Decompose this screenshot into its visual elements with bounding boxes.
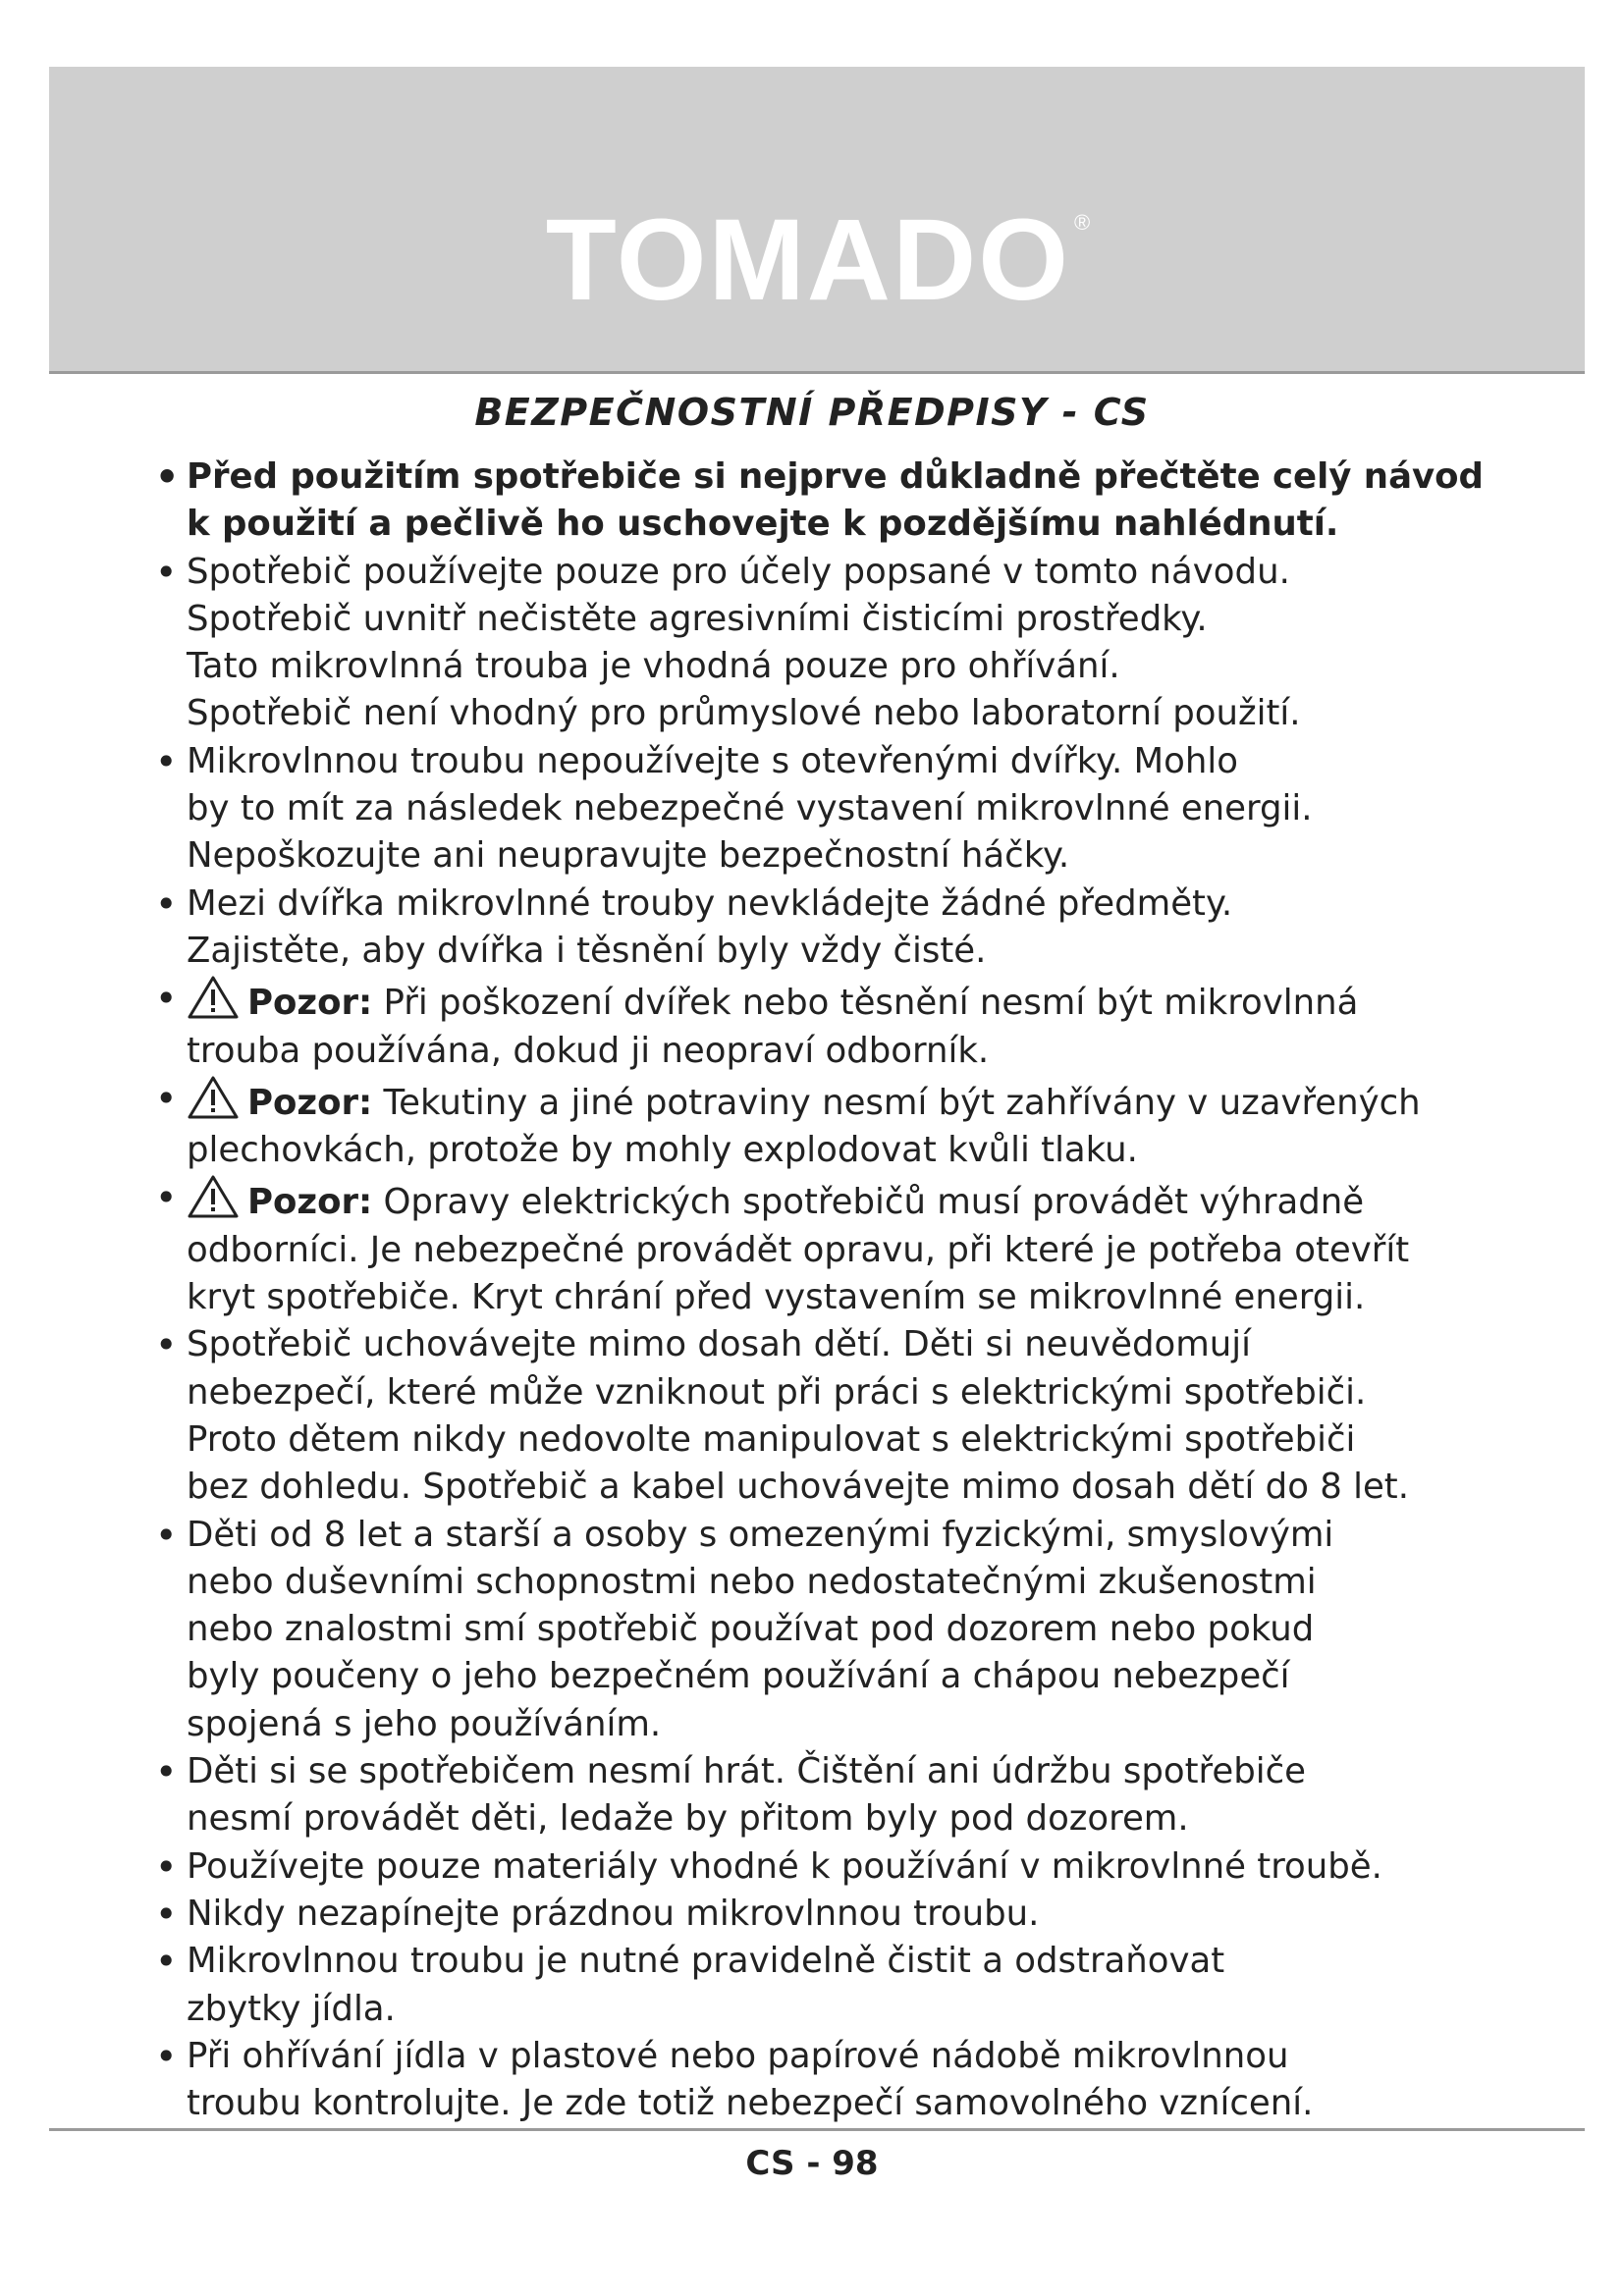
brand-logo	[49, 195, 1585, 325]
page-number: CS - 98	[745, 2144, 879, 2183]
rule-line	[187, 1174, 1532, 1226]
rule-line: • Spotřebič používejte pouze pro účely popsané v tomto návodu.	[187, 551, 1290, 592]
rule-text: Tekutiny a jiné potraviny nesmí být zahřívány v uzavřených	[383, 1082, 1421, 1123]
rule-item	[157, 1891, 1532, 1938]
rule-line: • Před použitím spotřebiče si nejprve důkladně přečtěte celý návod	[187, 456, 1484, 497]
rule-line: trouba používána, dokud ji neopraví odborník.	[187, 1030, 990, 1071]
rule-line: • Mezi dvířka mikrovlnné trouby nevkládejte žádné předměty.	[187, 882, 1233, 924]
footer-divider	[49, 2128, 1585, 2131]
rule-line: troubu kontrolujte. Je zde totiž nebezpečí samovolného vznícení.	[187, 2083, 1314, 2124]
header-banner	[49, 67, 1585, 374]
warning-label: Pozor:	[247, 1182, 373, 1223]
warning-triangle-icon	[187, 975, 240, 1020]
rule-line: Nepoškozujte ani neupravujte bezpečnostní háčky.	[187, 835, 1070, 877]
rule-line: • Spotřebič uchovávejte mimo dosah dětí. Děti si neuvědomují	[187, 1324, 1251, 1365]
rule-line: by to mít za následek nebezpečné vystavení mikrovlnné energii.	[187, 788, 1313, 829]
rule-item	[157, 1512, 1532, 1748]
safety-rules-content	[157, 454, 1532, 2127]
rule-line: spojená s jeho používáním.	[187, 1703, 662, 1744]
rule-line: • Mikrovlnnou troubu nepoužívejte s otevřenými dvířky. Mohlo	[187, 740, 1238, 781]
rule-line: plechovkách, protože by mohly explodovat kvůli tlaku.	[187, 1130, 1138, 1171]
rule-line: k použití a pečlivě ho uschovejte k pozdějšímu nahlédnutí.	[187, 504, 1339, 545]
rule-item	[157, 549, 1532, 738]
warning-triangle-icon	[187, 1075, 240, 1120]
rule-item-warning	[157, 1075, 1532, 1175]
safety-rules-list	[157, 454, 1532, 2127]
rule-line	[187, 975, 1532, 1027]
rule-line: kryt spotřebiče. Kryt chrání před vystavením se mikrovlnné energii.	[187, 1277, 1366, 1318]
rule-line: Spotřebič není vhodný pro průmyslové nebo laboratorní použití.	[187, 693, 1301, 734]
section-title: BEZPEČNOSTNÍ PŘEDPISY - CS	[474, 391, 1150, 434]
rule-line: odborníci. Je nebezpečné provádět opravu, při které je potřeba otevřít	[187, 1229, 1410, 1270]
warning-triangle-icon	[187, 1174, 240, 1219]
rule-line: zbytky jídla.	[187, 1988, 396, 2029]
rule-line: • Nikdy nezapínejte prázdnou mikrovlnnou troubu.	[187, 1893, 1040, 1934]
rule-line: • Používejte pouze materiály vhodné k používání v mikrovlnné troubě.	[187, 1845, 1382, 1887]
rule-line: Spotřebič uvnitř nečistěte agresivními čisticími prostředky.	[187, 598, 1208, 639]
rule-line: nebezpečí, které může vzniknout při práci s elektrickými spotřebiči.	[187, 1371, 1367, 1413]
rule-line: • Při ohřívání jídla v plastové nebo papírové nádobě mikrovlnnou	[187, 2035, 1289, 2076]
warning-label: Pozor:	[247, 983, 373, 1024]
rule-line: byly poučeny o jeho bezpečném používání a chápou nebezpečí	[187, 1656, 1290, 1697]
rule-item-warning	[157, 975, 1532, 1075]
rule-item	[157, 1938, 1532, 2033]
rule-line: bez dohledu. Spotřebič a kabel uchovávejte mimo dosah dětí do 8 let.	[187, 1467, 1409, 1508]
rule-item-warning	[157, 1174, 1532, 1321]
brand-name: TOMADO	[545, 195, 1071, 325]
rule-line: • Mikrovlnnou troubu je nutné pravidelně čistit a odstraňovat	[187, 1941, 1225, 1982]
rule-item	[157, 1748, 1532, 1843]
rule-text: Při poškození dvířek nebo těsnění nesmí být mikrovlnná	[383, 983, 1359, 1024]
rule-line: nebo duševními schopnostmi nebo nedostatečnými zkušenostmi	[187, 1561, 1317, 1602]
rule-line: Zajistěte, aby dvířka i těsnění byly vždy čisté.	[187, 930, 987, 971]
rule-item	[157, 881, 1532, 976]
rule-line: Proto dětem nikdy nedovolte manipulovat s elektrickými spotřebiči	[187, 1418, 1356, 1460]
rule-line: • Děti si se spotřebičem nesmí hrát. Čištění ani údržbu spotřebiče	[187, 1751, 1306, 1792]
registered-mark: ®	[1074, 210, 1093, 235]
rule-item	[157, 1321, 1532, 1511]
rule-item	[157, 1843, 1532, 1891]
rule-line	[187, 1075, 1532, 1127]
rule-item	[157, 2033, 1532, 2128]
rule-line: nesmí provádět děti, ledaže by přitom byly pod dozorem.	[187, 1798, 1189, 1840]
rule-item	[157, 738, 1532, 881]
rule-line: nebo znalostmi smí spotřebič používat pod dozorem nebo pokud	[187, 1609, 1315, 1650]
warning-label: Pozor:	[247, 1082, 373, 1123]
rule-item	[157, 454, 1532, 549]
rule-line: • Děti od 8 let a starší a osoby s omezenými fyzickými, smyslovými	[187, 1514, 1334, 1555]
rule-line: Tato mikrovlnná trouba je vhodná pouze pro ohřívání.	[187, 646, 1120, 687]
rule-text: Opravy elektrických spotřebičů musí provádět výhradně	[383, 1182, 1365, 1223]
